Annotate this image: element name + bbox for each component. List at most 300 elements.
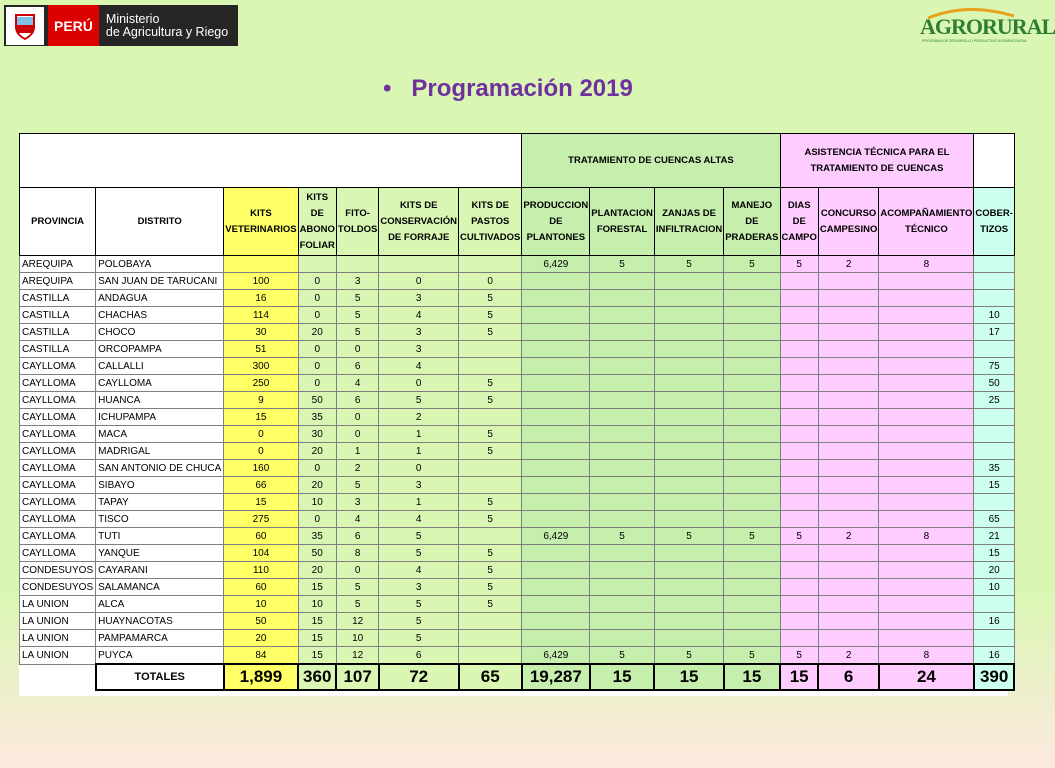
table-cell: 5 [336, 477, 378, 494]
table-cell [879, 307, 974, 324]
table-cell [724, 443, 780, 460]
table-cell [974, 630, 1014, 647]
total-cell: 65 [459, 664, 522, 690]
table-cell: 5 [459, 375, 522, 392]
peru-label: PERÚ [48, 5, 99, 46]
table-row [20, 375, 1015, 392]
column-header: PLANTACION FORESTAL [590, 188, 655, 256]
table-cell: 20 [298, 324, 336, 341]
table-cell: 5 [654, 256, 723, 273]
table-cell: 0 [379, 460, 459, 477]
table-cell [818, 409, 879, 426]
page-title: • Programación 2019 [383, 75, 633, 102]
table-cell [522, 596, 590, 613]
table-cell: 5 [379, 528, 459, 545]
table-cell: 0 [298, 341, 336, 358]
table-cell [590, 341, 655, 358]
table-cell [724, 392, 780, 409]
table-cell: 2 [818, 647, 879, 665]
table-cell: 30 [224, 324, 298, 341]
table-cell: 65 [974, 511, 1014, 528]
table-cell [654, 358, 723, 375]
table-cell [780, 324, 818, 341]
table-cell: 5 [780, 647, 818, 665]
agrorural-logo: AGRORURAL PROGRAMA DE DESARROLLO PRODUCTIVO AGRARIO RURAL [918, 8, 1018, 48]
table-cell [459, 647, 522, 665]
column-header: KITS DE CONSERVACIÓN DE FORRAJE [379, 188, 459, 256]
table-cell: 5 [459, 562, 522, 579]
table-row [20, 426, 1015, 443]
table-cell: 75 [974, 358, 1014, 375]
table-cell [459, 460, 522, 477]
table-cell: CAYLLOMA [20, 477, 96, 494]
table-cell: 8 [336, 545, 378, 562]
table-cell: PUYCA [96, 647, 224, 665]
total-cell: 15 [590, 664, 655, 690]
column-header: ACOMPAÑAMIENTO TÉCNICO [879, 188, 974, 256]
table-cell: 3 [379, 341, 459, 358]
table-cell: CAYLLOMA [20, 358, 96, 375]
table-cell: TUTI [96, 528, 224, 545]
table-cell: 5 [336, 290, 378, 307]
table-cell: CAYLLOMA [20, 375, 96, 392]
table-cell [780, 426, 818, 443]
table-cell [459, 630, 522, 647]
table-cell: 4 [336, 511, 378, 528]
table-cell: 6 [336, 528, 378, 545]
table-cell: 5 [590, 256, 655, 273]
table-cell [879, 596, 974, 613]
table-cell: 1 [379, 443, 459, 460]
table-cell: 0 [336, 341, 378, 358]
table-cell [654, 545, 723, 562]
table-cell [780, 273, 818, 290]
table-cell: 5 [336, 596, 378, 613]
table-row [20, 409, 1015, 426]
table-cell [974, 273, 1014, 290]
table-cell [590, 324, 655, 341]
table-cell: CAYLLOMA [20, 409, 96, 426]
table-cell: SAN JUAN DE TARUCANI [96, 273, 224, 290]
table-cell [879, 579, 974, 596]
column-header: KITS DE ABONO FOLIAR [298, 188, 336, 256]
table-cell: 50 [224, 613, 298, 630]
table-cell [654, 494, 723, 511]
table-cell [818, 511, 879, 528]
column-header: PRODUCCION DE PLANTONES [522, 188, 590, 256]
table-cell [522, 579, 590, 596]
table-cell: 60 [224, 579, 298, 596]
table-cell [818, 477, 879, 494]
table-cell: HUAYNACOTAS [96, 613, 224, 630]
table-cell [522, 460, 590, 477]
table-cell [379, 256, 459, 273]
table-cell: 4 [379, 511, 459, 528]
table-cell: 16 [224, 290, 298, 307]
table-cell [522, 630, 590, 647]
table-cell: 8 [879, 647, 974, 665]
table-cell: 5 [459, 426, 522, 443]
table-cell [459, 613, 522, 630]
table-cell [818, 341, 879, 358]
table-cell: 160 [224, 460, 298, 477]
table-cell [459, 358, 522, 375]
table-cell [522, 341, 590, 358]
table-row [20, 647, 1015, 665]
table-cell [879, 392, 974, 409]
table-cell [590, 630, 655, 647]
table-cell: CAYLLOMA [20, 528, 96, 545]
table-cell [974, 290, 1014, 307]
table-cell [522, 375, 590, 392]
table-cell: 17 [974, 324, 1014, 341]
table-cell: 15 [298, 630, 336, 647]
total-cell: 15 [724, 664, 780, 690]
table-cell: ICHUPAMPA [96, 409, 224, 426]
table-cell [522, 273, 590, 290]
table-cell [879, 630, 974, 647]
table-cell [780, 290, 818, 307]
table-cell: 10 [974, 579, 1014, 596]
table-cell [654, 273, 723, 290]
totals-row [20, 664, 1015, 690]
table-cell: 0 [298, 307, 336, 324]
table-cell: 5 [724, 647, 780, 665]
table-cell: 3 [379, 290, 459, 307]
table-cell: 16 [974, 647, 1014, 665]
table-row [20, 290, 1015, 307]
table-cell: 10 [336, 630, 378, 647]
column-header: DIAS DE CAMPO [780, 188, 818, 256]
table-cell [974, 341, 1014, 358]
table-cell: YANQUE [96, 545, 224, 562]
total-cell: 72 [379, 664, 459, 690]
table-row [20, 477, 1015, 494]
table-cell [590, 307, 655, 324]
table-cell [724, 324, 780, 341]
table-row [20, 613, 1015, 630]
table-cell [654, 596, 723, 613]
table-row [20, 562, 1015, 579]
table-cell [590, 392, 655, 409]
table-cell [780, 494, 818, 511]
table-cell: CAYLLOMA [20, 460, 96, 477]
table-cell: 15 [224, 409, 298, 426]
table-cell [879, 358, 974, 375]
table-cell: 0 [336, 426, 378, 443]
table-cell: 6 [336, 392, 378, 409]
table-cell [879, 273, 974, 290]
table-cell [590, 426, 655, 443]
table-cell: 5 [336, 324, 378, 341]
table-cell [818, 358, 879, 375]
table-cell: 2 [818, 256, 879, 273]
table-cell [818, 630, 879, 647]
table-cell [654, 579, 723, 596]
table-cell [590, 562, 655, 579]
table-cell [780, 375, 818, 392]
table-cell [879, 613, 974, 630]
table-cell [654, 307, 723, 324]
table-cell [879, 290, 974, 307]
table-cell: 10 [224, 596, 298, 613]
table-cell [654, 477, 723, 494]
table-cell: 5 [724, 256, 780, 273]
table-cell [654, 511, 723, 528]
table-cell [780, 596, 818, 613]
column-header: KITS VETERINARIOS [224, 188, 298, 256]
table-cell: CAYLLOMA [20, 494, 96, 511]
table-cell: 84 [224, 647, 298, 665]
table-cell [590, 290, 655, 307]
table-cell: 35 [298, 409, 336, 426]
total-cell: 15 [654, 664, 723, 690]
table-row [20, 443, 1015, 460]
table-cell: CASTILLA [20, 307, 96, 324]
programming-table [19, 133, 1015, 691]
table-cell [780, 562, 818, 579]
table-cell [879, 324, 974, 341]
table-row [20, 511, 1015, 528]
table-cell: 4 [379, 562, 459, 579]
table-cell: CASTILLA [20, 324, 96, 341]
column-header: CONCURSO CAMPESINO [818, 188, 879, 256]
table-cell: 1 [379, 426, 459, 443]
table-cell [654, 613, 723, 630]
table-cell: 5 [459, 579, 522, 596]
table-cell [780, 460, 818, 477]
table-cell: 51 [224, 341, 298, 358]
table-cell [590, 460, 655, 477]
table-cell: 12 [336, 647, 378, 665]
table-cell [724, 562, 780, 579]
table-cell: 5 [459, 392, 522, 409]
table-cell [724, 613, 780, 630]
table-cell: CAYLLOMA [20, 545, 96, 562]
table-cell [724, 579, 780, 596]
table-cell: LA UNION [20, 596, 96, 613]
table-cell: 15 [974, 477, 1014, 494]
table-cell [522, 562, 590, 579]
table-cell [522, 545, 590, 562]
table-cell: 5 [459, 290, 522, 307]
table-cell: TISCO [96, 511, 224, 528]
table-cell [459, 528, 522, 545]
table-cell: 3 [379, 477, 459, 494]
table-cell: 16 [974, 613, 1014, 630]
table-cell [724, 511, 780, 528]
table-row [20, 358, 1015, 375]
table-cell: 20 [298, 477, 336, 494]
table-cell [724, 545, 780, 562]
table-cell: 20 [298, 562, 336, 579]
table-cell [724, 477, 780, 494]
table-cell [654, 443, 723, 460]
table-cell [879, 494, 974, 511]
table-cell [590, 358, 655, 375]
table-cell [818, 392, 879, 409]
table-cell [818, 579, 879, 596]
table-cell: 15 [298, 579, 336, 596]
table-cell [522, 613, 590, 630]
table-cell: 5 [724, 528, 780, 545]
table-cell: AREQUIPA [20, 256, 96, 273]
table-row [20, 392, 1015, 409]
data-sheet [19, 133, 1013, 696]
table-cell [522, 494, 590, 511]
table-cell [879, 511, 974, 528]
table-cell: CONDESUYOS [20, 579, 96, 596]
table-cell [654, 341, 723, 358]
table-cell: CAYARANI [96, 562, 224, 579]
table-cell [818, 596, 879, 613]
table-cell [590, 596, 655, 613]
table-cell: 66 [224, 477, 298, 494]
table-cell [724, 273, 780, 290]
table-cell: CHOCO [96, 324, 224, 341]
table-cell: 6 [336, 358, 378, 375]
table-row [20, 307, 1015, 324]
table-cell [780, 630, 818, 647]
table-row [20, 273, 1015, 290]
table-cell: CAYLLOMA [20, 443, 96, 460]
table-cell: PAMPAMARCA [96, 630, 224, 647]
table-cell [724, 494, 780, 511]
table-cell [879, 426, 974, 443]
table-cell [780, 511, 818, 528]
table-cell [298, 256, 336, 273]
table-cell: 3 [336, 273, 378, 290]
table-cell [974, 494, 1014, 511]
table-cell: 3 [379, 324, 459, 341]
table-cell [780, 409, 818, 426]
table-cell: 5 [379, 596, 459, 613]
table-cell: 12 [336, 613, 378, 630]
total-cell: 107 [336, 664, 378, 690]
table-cell: 50 [298, 545, 336, 562]
table-row [20, 324, 1015, 341]
column-header: COBER-TIZOS [974, 188, 1014, 256]
table-cell [879, 409, 974, 426]
table-cell: 50 [974, 375, 1014, 392]
table-cell: CAYLLOMA [20, 392, 96, 409]
table-cell: 10 [298, 494, 336, 511]
table-cell [590, 443, 655, 460]
total-cell: 1,899 [224, 664, 298, 690]
table-cell: 9 [224, 392, 298, 409]
table-cell: 10 [974, 307, 1014, 324]
table-cell [879, 375, 974, 392]
table-cell [654, 409, 723, 426]
table-cell [654, 290, 723, 307]
table-cell [336, 256, 378, 273]
table-cell: 30 [298, 426, 336, 443]
table-cell [974, 443, 1014, 460]
table-cell [818, 375, 879, 392]
table-cell [818, 494, 879, 511]
table-cell [522, 307, 590, 324]
table-cell [724, 341, 780, 358]
table-cell [724, 307, 780, 324]
table-cell: 60 [224, 528, 298, 545]
table-row [20, 494, 1015, 511]
table-cell: CHACHAS [96, 307, 224, 324]
table-cell [654, 460, 723, 477]
table-cell [780, 392, 818, 409]
table-cell: 5 [590, 528, 655, 545]
table-cell: 5 [379, 545, 459, 562]
table-cell: 5 [780, 528, 818, 545]
table-cell: 8 [879, 528, 974, 545]
table-cell [724, 460, 780, 477]
total-cell: 360 [298, 664, 336, 690]
table-cell [590, 579, 655, 596]
table-cell: 10 [298, 596, 336, 613]
table-cell: SIBAYO [96, 477, 224, 494]
table-cell: 4 [379, 358, 459, 375]
table-cell [654, 426, 723, 443]
table-cell: 5 [459, 511, 522, 528]
table-cell [522, 511, 590, 528]
table-cell [522, 392, 590, 409]
table-cell: MADRIGAL [96, 443, 224, 460]
table-cell [459, 409, 522, 426]
table-cell: 1 [379, 494, 459, 511]
table-cell [724, 630, 780, 647]
table-cell: 20 [974, 562, 1014, 579]
table-cell: 1 [336, 443, 378, 460]
table-cell [818, 562, 879, 579]
table-cell [590, 375, 655, 392]
table-cell [522, 443, 590, 460]
table-cell: 5 [336, 307, 378, 324]
column-header: KITS DE PASTOS CULTIVADOS [459, 188, 522, 256]
table-cell [590, 613, 655, 630]
table-cell [818, 613, 879, 630]
table-cell: TAPAY [96, 494, 224, 511]
table-cell [590, 511, 655, 528]
table-cell [879, 477, 974, 494]
totals-label: TOTALES [96, 664, 224, 690]
table-cell [818, 545, 879, 562]
column-header: ZANJAS DE INFILTRACION [654, 188, 723, 256]
table-cell [780, 443, 818, 460]
table-cell [459, 477, 522, 494]
table-cell: 2 [379, 409, 459, 426]
table-cell: 0 [298, 511, 336, 528]
table-cell: 50 [298, 392, 336, 409]
table-cell: 6,429 [522, 256, 590, 273]
table-cell [724, 596, 780, 613]
table-cell: 5 [590, 647, 655, 665]
table-cell: AREQUIPA [20, 273, 96, 290]
table-cell: 15 [224, 494, 298, 511]
table-cell: POLOBAYA [96, 256, 224, 273]
table-cell: 0 [336, 562, 378, 579]
table-cell: 114 [224, 307, 298, 324]
total-cell: 15 [780, 664, 818, 690]
table-cell [780, 358, 818, 375]
table-cell: ORCOPAMPA [96, 341, 224, 358]
table-cell: 5 [459, 596, 522, 613]
empty-cell [20, 664, 96, 690]
table-cell: 2 [818, 528, 879, 545]
table-cell [780, 579, 818, 596]
table-cell [590, 273, 655, 290]
total-cell: 19,287 [522, 664, 590, 690]
table-cell: 15 [974, 545, 1014, 562]
table-cell: 0 [459, 273, 522, 290]
